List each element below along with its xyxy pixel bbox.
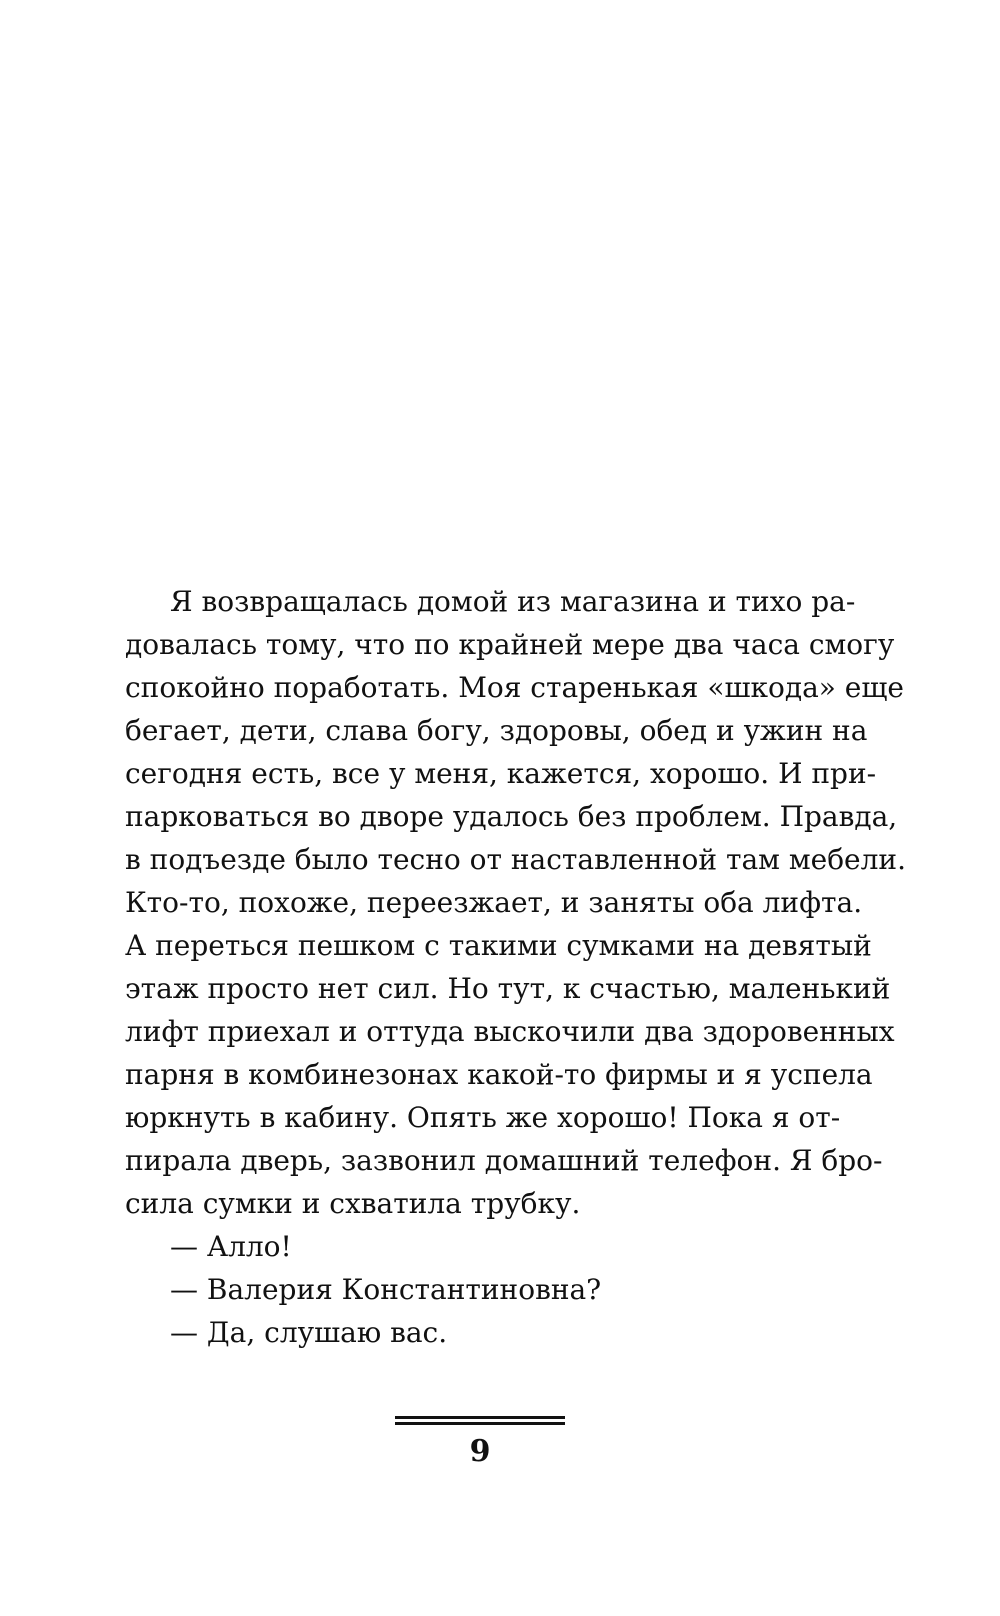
page-number-rule-bottom bbox=[395, 1422, 565, 1425]
paragraph-line-10: этаж просто нет сил. Но тут, к счастью, маленький bbox=[125, 972, 891, 1005]
dialogue-line-2: — Валерия Константиновна? bbox=[170, 1273, 602, 1306]
dialogue-line-3: — Да, слушаю вас. bbox=[170, 1316, 448, 1349]
page-number-rule-top bbox=[395, 1416, 565, 1419]
paragraph-line-15: сила сумки и схватила трубку. bbox=[125, 1187, 581, 1220]
paragraph-line-6: парковаться во дворе удалось без проблем. Правда, bbox=[125, 800, 898, 833]
paragraph-line-4: бегает, дети, слава богу, здоровы, обед и ужин на bbox=[125, 714, 868, 747]
paragraph-line-14: пирала дверь, зазвонил домашний телефон. Я бро- bbox=[125, 1144, 883, 1177]
paragraph-line-5: сегодня есть, все у меня, кажется, хорошо. И при- bbox=[125, 757, 877, 790]
paragraph-line-7: в подъезде было тесно от наставленной там мебели. bbox=[125, 843, 906, 876]
paragraph-line-13: юркнуть в кабину. Опять же хорошо! Пока я от- bbox=[125, 1101, 841, 1134]
paragraph-line-9: А переться пешком с такими сумками на девятый bbox=[125, 929, 872, 962]
paragraph-line-8: Кто-то, похоже, переезжает, и заняты оба лифта. bbox=[125, 886, 863, 919]
paragraph-line-12: парня в комбинезонах какой-то фирмы и я успела bbox=[125, 1058, 873, 1091]
page-number: 9 bbox=[469, 1434, 491, 1469]
body-text bbox=[125, 580, 906, 1354]
paragraph-line-3: спокойно поработать. Моя старенькая «шкода» еще bbox=[125, 671, 904, 704]
paragraph-line-2: довалась тому, что по крайней мере два часа смогу bbox=[125, 628, 895, 661]
paragraph-line-11: лифт приехал и оттуда выскочили два здоровенных bbox=[125, 1015, 895, 1048]
paragraph-line-1: Я возвращалась домой из магазина и тихо ра- bbox=[170, 585, 856, 618]
dialogue-line-1: — Алло! bbox=[170, 1230, 292, 1263]
